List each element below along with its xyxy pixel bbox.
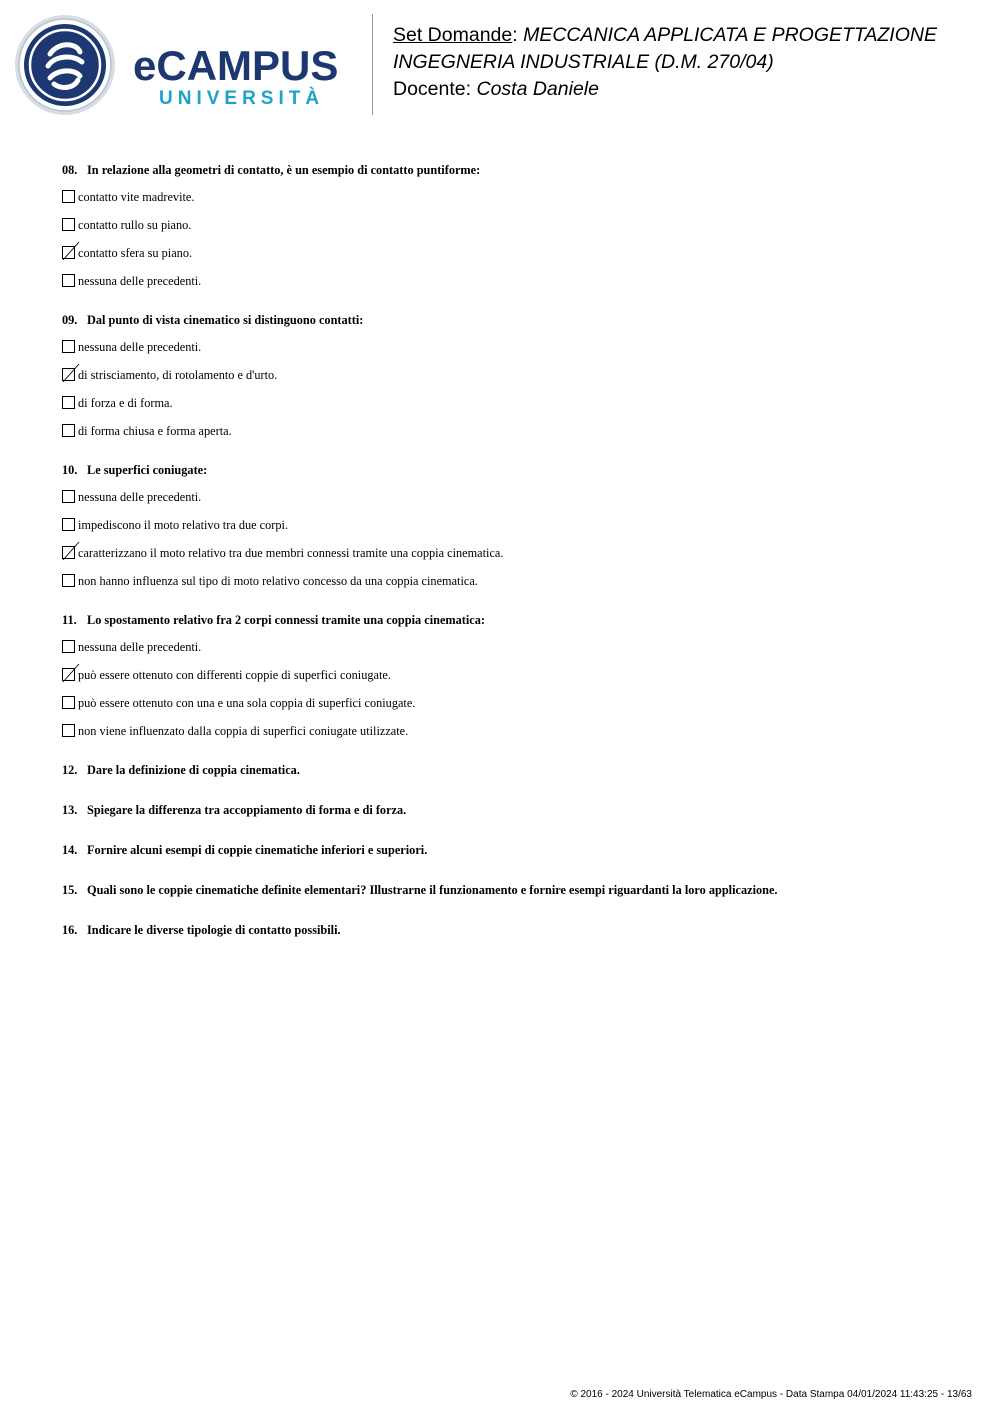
question-number: 16. — [62, 923, 78, 937]
question-spacer — [62, 595, 962, 612]
set-line — [393, 22, 988, 49]
answer-options — [62, 333, 962, 445]
question-number: 12. — [62, 763, 78, 777]
answer-option[interactable] — [62, 717, 962, 745]
question-title — [62, 762, 962, 778]
question-text: Fornire alcuni esempi di coppie cinematiche inferiori e superiori. — [87, 843, 428, 857]
answer-text: non hanno influenza sul tipo di moto relativo concesso da una coppia cinematica. — [78, 573, 478, 588]
answer-text: può essere ottenuto con differenti coppie di superfici coniugate. — [78, 667, 391, 682]
question-text: Dare la definizione di coppia cinematica. — [87, 763, 300, 777]
question-title — [62, 842, 962, 858]
answer-option[interactable] — [62, 239, 962, 267]
university-seal-logo — [14, 14, 116, 116]
open-question — [62, 922, 962, 962]
set-label: Set Domande — [393, 24, 513, 46]
checkmark-slash-icon — [61, 662, 81, 684]
answer-checkbox[interactable] — [62, 368, 75, 381]
open-question — [62, 882, 962, 922]
open-question — [62, 802, 962, 842]
answer-checkbox[interactable] — [62, 640, 75, 653]
question-block — [62, 612, 962, 745]
answer-checkbox[interactable] — [62, 518, 75, 531]
answer-text: può essere ottenuto con una e una sola coppia di superfici coniugate. — [78, 695, 416, 710]
question-number: 11. — [62, 613, 77, 627]
ecampus-wordmark-logo — [133, 44, 355, 112]
question-text: Quali sono le coppie cinematiche definite elementari? Illustrarne il funzionamento e fornire esempi riguardanti la loro applicazione. — [87, 883, 778, 897]
answer-option[interactable] — [62, 267, 962, 295]
course-title-line1: MECCANICA APPLICATA E PROGETTAZIONE — [523, 24, 937, 46]
question-title — [62, 922, 962, 938]
question-number: 14. — [62, 843, 78, 857]
answer-text: nessuna delle precedenti. — [78, 339, 202, 354]
question-title — [62, 462, 962, 478]
answer-text: caratterizzano il moto relativo tra due membri connessi tramite una coppia cinematica. — [78, 545, 504, 560]
checkmark-slash-icon — [61, 240, 81, 262]
teacher-line — [393, 76, 988, 103]
teacher-name: Costa Daniele — [476, 78, 599, 100]
answer-checkbox[interactable] — [62, 574, 75, 587]
open-question — [62, 762, 962, 802]
question-text: Spiegare la differenza tra accoppiamento di forma e di forza. — [87, 803, 407, 817]
answer-checkbox[interactable] — [62, 340, 75, 353]
answer-checkbox[interactable] — [62, 546, 75, 559]
question-block — [62, 162, 962, 295]
answer-checkbox[interactable] — [62, 724, 75, 737]
set-separator: : — [512, 24, 518, 46]
answer-option[interactable] — [62, 361, 962, 389]
question-title — [62, 612, 962, 628]
logo-brand-text: eCAMPUS — [133, 42, 339, 89]
question-number: 15. — [62, 883, 78, 897]
answer-checkbox[interactable] — [62, 218, 75, 231]
answer-text: impediscono il moto relativo tra due corpi. — [78, 517, 289, 532]
answer-option[interactable] — [62, 483, 962, 511]
checkmark-slash-icon — [61, 362, 81, 384]
questions-list — [62, 162, 962, 962]
page-header — [0, 0, 1000, 130]
course-title-line2: INGEGNERIA INDUSTRIALE (D.M. 270/04) — [393, 51, 774, 73]
question-text: Lo spostamento relativo fra 2 corpi connessi tramite una coppia cinematica: — [87, 613, 486, 627]
open-question — [62, 842, 962, 882]
answer-checkbox[interactable] — [62, 490, 75, 503]
answer-option[interactable] — [62, 511, 962, 539]
answer-options — [62, 633, 962, 745]
question-title — [62, 802, 962, 818]
answer-text: di forma chiusa e forma aperta. — [78, 423, 232, 438]
answer-text: non viene influenzato dalla coppia di superfici coniugate utilizzate. — [78, 723, 409, 738]
question-block — [62, 312, 962, 445]
page-footer: © 2016 - 2024 Università Telematica eCampus - Data Stampa 04/01/2024 11:43:25 - 13/63 — [570, 1389, 972, 1400]
answer-checkbox[interactable] — [62, 696, 75, 709]
question-number: 10. — [62, 463, 78, 477]
answer-option[interactable] — [62, 211, 962, 239]
course-line2 — [393, 49, 988, 76]
question-text: Dal punto di vista cinematico si distinguono contatti: — [87, 313, 364, 327]
header-divider — [372, 14, 373, 115]
question-title — [62, 882, 962, 898]
question-text: Le superfici coniugate: — [87, 463, 208, 477]
answer-option[interactable] — [62, 417, 962, 445]
answer-option[interactable] — [62, 567, 962, 595]
answer-text: di forza e di forma. — [78, 395, 173, 410]
answer-text: contatto sfera su piano. — [78, 245, 193, 260]
answer-option[interactable] — [62, 333, 962, 361]
teacher-label: Docente: — [393, 78, 472, 100]
answer-checkbox[interactable] — [62, 668, 75, 681]
answer-text: nessuna delle precedenti. — [78, 489, 202, 504]
checkmark-slash-icon — [61, 540, 81, 562]
question-title — [62, 162, 962, 178]
answer-text: contatto vite madrevite. — [78, 189, 195, 204]
answer-option[interactable] — [62, 183, 962, 211]
answer-checkbox[interactable] — [62, 274, 75, 287]
answer-text: nessuna delle precedenti. — [78, 639, 202, 654]
answer-checkbox[interactable] — [62, 190, 75, 203]
answer-option[interactable] — [62, 389, 962, 417]
answer-text: di strisciamento, di rotolamento e d'urto. — [78, 367, 278, 382]
logo-subtitle-text: UNIVERSITÀ — [159, 88, 325, 109]
answer-text: contatto rullo su piano. — [78, 217, 192, 232]
answer-checkbox[interactable] — [62, 424, 75, 437]
answer-options — [62, 183, 962, 295]
question-number: 09. — [62, 313, 78, 327]
answer-option[interactable] — [62, 539, 962, 567]
question-title — [62, 312, 962, 328]
question-spacer — [62, 745, 962, 762]
header-info — [393, 22, 988, 103]
question-spacer — [62, 445, 962, 462]
question-spacer — [62, 295, 962, 312]
answer-option[interactable] — [62, 689, 962, 717]
question-number: 13. — [62, 803, 78, 817]
question-block — [62, 462, 962, 595]
answer-checkbox[interactable] — [62, 396, 75, 409]
question-number: 08. — [62, 163, 78, 177]
answer-checkbox[interactable] — [62, 246, 75, 259]
question-text: In relazione alla geometri di contatto, è un esempio di contatto puntiforme: — [87, 163, 481, 177]
answer-options — [62, 483, 962, 595]
answer-text: nessuna delle precedenti. — [78, 273, 202, 288]
question-text: Indicare le diverse tipologie di contatto possibili. — [87, 923, 341, 937]
answer-option[interactable] — [62, 661, 962, 689]
answer-option[interactable] — [62, 633, 962, 661]
